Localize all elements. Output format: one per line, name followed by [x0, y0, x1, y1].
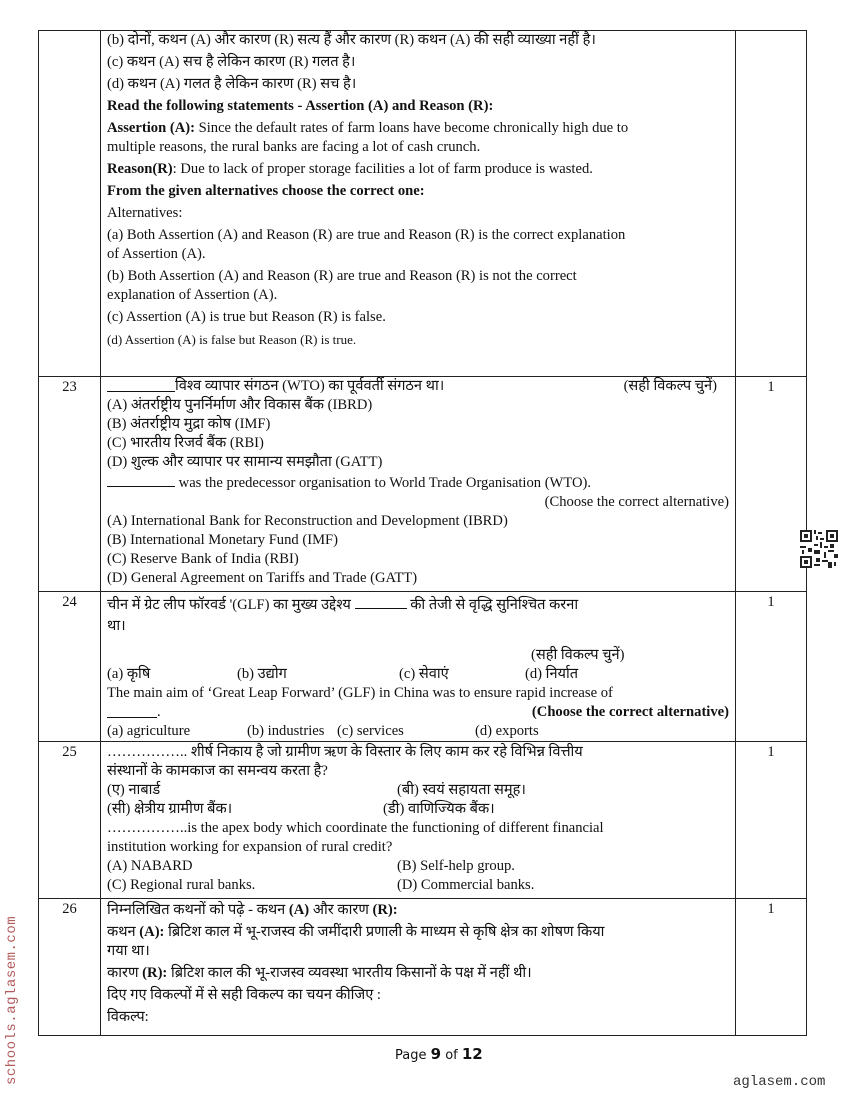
- bottom-watermark: aglasem.com: [733, 1074, 826, 1090]
- intro-line: [107, 901, 729, 920]
- english-option-b: (b) industries: [247, 723, 325, 739]
- english-option-d: (D) Commercial banks.: [397, 877, 535, 893]
- english-question-line: [107, 472, 729, 493]
- answer-blank: [107, 472, 175, 487]
- assertion-line-2: गया था।: [107, 943, 150, 959]
- english-option-c: (c) services: [337, 723, 404, 739]
- english-option-d: (D) General Agreement on Tariffs and Trade (GATT): [107, 570, 418, 586]
- hindi-option-b: (बी) स्वयं सहायता समूह।: [397, 782, 526, 798]
- hindi-question: विश्व व्यापार संगठन (WTO) का पूर्ववर्ती संगठन था।: [175, 378, 445, 394]
- question-body: [101, 592, 736, 742]
- english-option-a: (a) agriculture: [107, 723, 191, 739]
- options-label: विकल्प:: [107, 1009, 149, 1025]
- answer-blank: [107, 377, 175, 392]
- english-question-line-1: ……………..is the apex body which coordinate the functioning of different financial: [107, 820, 604, 836]
- option-a-line-2: of Assertion (A).: [107, 246, 206, 262]
- question-row-26: [39, 899, 807, 1036]
- option-a-line-1: (a) Both Assertion (A) and Reason (R) are true and Reason (R) is the correct explanation: [107, 227, 626, 243]
- question-body: [101, 742, 736, 899]
- hindi-option-d: (d) कथन (A) गलत है लेकिन कारण (R) सच है।: [107, 76, 357, 92]
- page-total: 12: [461, 1045, 483, 1063]
- marks: 1: [736, 742, 807, 899]
- english-question-line-2: institution working for expansion of rural credit?: [107, 839, 393, 855]
- english-option-b: (B) International Monetary Fund (IMF): [107, 532, 339, 548]
- page-footer: [395, 1045, 483, 1063]
- question-number: 26: [39, 899, 101, 1036]
- hindi-option-c: (C) भारतीय रिजर्व बैंक (RBI): [107, 435, 264, 451]
- question-number: 25: [39, 742, 101, 899]
- hindi-question-line-1: …………….. शीर्ष निकाय है जो ग्रामीण ऋण के विस्तार के लिए काम कर रहे विभिन्न वित्तीय: [107, 744, 583, 760]
- section-heading: Read the following statements - Assertion (A) and Reason (R):: [107, 98, 494, 114]
- page-of: of: [445, 1048, 458, 1063]
- hindi-choose-hint: (सही विकल्प चुनें): [623, 378, 717, 394]
- answer-blank: [355, 594, 407, 609]
- intro-r-label: (R):: [372, 902, 398, 918]
- english-option-d: (d) exports: [475, 723, 539, 739]
- reason-label: Reason(R): [107, 161, 173, 177]
- english-question: was the predecessor organisation to World Trade Organisation (WTO).: [178, 475, 592, 491]
- marks: 1: [736, 899, 807, 1036]
- marks: 1: [736, 377, 807, 592]
- hindi-question-line-2: संस्थानों के कामकाज का समन्वय करता है?: [107, 763, 328, 779]
- hindi-options-row-2: [107, 800, 729, 819]
- page-current: 9: [430, 1045, 442, 1063]
- question-row-22-continued: [39, 31, 807, 377]
- assertion-line-1: [107, 923, 729, 942]
- english-options-row-1: [107, 857, 729, 876]
- english-choose-hint: (Choose the correct alternative): [544, 494, 729, 510]
- question-number: 23: [39, 377, 101, 592]
- answer-blank: [107, 703, 157, 718]
- hindi-option-c: (सी) क्षेत्रीय ग्रामीण बैंक।: [107, 801, 233, 817]
- question-number: 24: [39, 592, 101, 742]
- english-options: [107, 722, 729, 741]
- question-row-23: [39, 377, 807, 592]
- hindi-option-b: (B) अंतर्राष्ट्रीय मुद्रा कोष (IMF): [107, 416, 271, 432]
- alternatives-label: Alternatives:: [107, 205, 183, 221]
- hindi-option-c: (c) सेवाएं: [399, 666, 449, 682]
- assertion-line-2: multiple reasons, the rural banks are facing a lot of cash crunch.: [107, 139, 481, 155]
- question-body: [101, 31, 736, 377]
- instruction: दिए गए विकल्पों में से सही विकल्प का चयन कीजिए :: [107, 987, 381, 1003]
- page-label: Page: [395, 1048, 427, 1063]
- hindi-question-part-b: की तेजी से वृद्धि सुनिश्चित करना: [406, 597, 579, 613]
- hindi-choose-hint: (सही विकल्प चुनें): [531, 647, 625, 663]
- hindi-option-b: (b) उद्योग: [237, 666, 287, 682]
- reason-label: कारण: [107, 965, 143, 981]
- english-option-c: (C) Reserve Bank of India (RBI): [107, 551, 299, 567]
- question-row-24: [39, 592, 807, 742]
- question-body: [101, 377, 736, 592]
- hindi-question-line-1: [107, 594, 729, 615]
- option-b-line-2: explanation of Assertion (A).: [107, 287, 278, 303]
- english-option-b: (B) Self-help group.: [397, 858, 515, 874]
- english-question-line-2: . (Choose the correct alternative): [107, 703, 729, 722]
- reason-text: : Due to lack of proper storage facilities a lot of farm produce is wasted.: [172, 161, 593, 177]
- english-option-a: (A) International Bank for Reconstruction and Development (IBRD): [107, 513, 508, 529]
- reason-line: [107, 160, 729, 179]
- qr-code-icon: [800, 530, 838, 568]
- assertion-label: कथन: [107, 924, 140, 940]
- hindi-question-line: [107, 377, 729, 396]
- english-option-a: (A) NABARD: [107, 858, 193, 874]
- intro-a-label: (A): [288, 902, 310, 918]
- assertion-label-bold: (A):: [139, 924, 165, 940]
- assertion-line-1: [107, 119, 729, 138]
- hindi-option-c: (c) कथन (A) सच है लेकिन कारण (R) गलत है।: [107, 54, 356, 70]
- marks-cell: [736, 31, 807, 377]
- assertion-label: Assertion (A):: [107, 120, 195, 136]
- hindi-option-a: (ए) नाबार्ड: [107, 782, 161, 798]
- assertion-text: ब्रिटिश काल में भू-राजस्व की जमींदारी प्रणाली के माध्यम से कृषि क्षेत्र का शोषण किया: [164, 924, 605, 940]
- english-question: The main aim of ‘Great Leap Forward’ (GLF) in China was to ensure rapid increase of: [107, 685, 613, 701]
- hindi-option-b: (b) दोनों, कथन (A) और कारण (R) सत्य हैं और कारण (R) कथन (A) की सही व्याख्या नहीं है।: [107, 32, 596, 48]
- reason-label-bold: (R):: [142, 965, 168, 981]
- hindi-option-a: (a) कृषि: [107, 666, 151, 682]
- instruction: From the given alternatives choose the correct one:: [107, 183, 425, 199]
- option-c: (c) Assertion (A) is true but Reason (R) is false.: [107, 309, 386, 325]
- reason-text: ब्रिटिश काल की भू-राजस्व व्यवस्था भारतीय किसानों के पक्ष में नहीं थी।: [167, 965, 532, 981]
- hindi-options: [107, 665, 729, 684]
- question-row-25: [39, 742, 807, 899]
- intro-text: निम्नलिखित कथनों को पढ़े - कथन: [107, 902, 289, 918]
- side-watermark: schools.aglasem.com: [4, 915, 20, 1085]
- option-b-line-1: (b) Both Assertion (A) and Reason (R) are true and Reason (R) is not the correct: [107, 268, 577, 284]
- question-number-cell: [39, 31, 101, 377]
- option-d: (d) Assertion (A) is false but Reason (R) is true.: [107, 332, 357, 347]
- hindi-option-d: (d) निर्यात: [525, 666, 579, 682]
- hindi-option-d: (D) शुल्क और व्यापार पर सामान्य समझौता (GATT): [107, 454, 383, 470]
- question-body: [101, 899, 736, 1036]
- hindi-option-d: (डी) वाणिज्यिक बैंक।: [383, 801, 495, 817]
- hindi-question-line-2: था।: [107, 618, 126, 634]
- english-option-c: (C) Regional rural banks.: [107, 877, 256, 893]
- english-choose-hint: (Choose the correct alternative): [531, 704, 729, 720]
- reason-line: [107, 964, 729, 983]
- question-table: [38, 30, 807, 1036]
- marks: 1: [736, 592, 807, 742]
- intro-text-2: और कारण: [309, 902, 373, 918]
- hindi-option-a: (A) अंतर्राष्ट्रीय पुनर्निर्माण और विकास बैंक (IBRD): [107, 397, 373, 413]
- hindi-question-part-a: चीन में ग्रेट लीप फॉरवर्ड '(GLF) का मुख्य उद्देश्य: [107, 597, 355, 613]
- english-options-row-2: [107, 876, 729, 895]
- hindi-options-row-1: [107, 781, 729, 800]
- assertion-text: Since the default rates of farm loans have become chronically high due to: [194, 120, 629, 136]
